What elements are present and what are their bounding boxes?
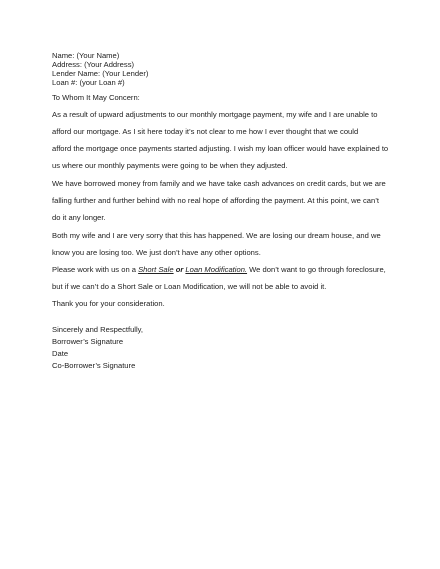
paragraph-line: afford the mortgage once payments started adjusting. I wish my loan officer would have explained to	[52, 144, 389, 153]
paragraph-line: know you are losing too. We just don’t have any other options.	[52, 248, 261, 257]
paragraph-line: afford our mortgage. As I sit here today it’s not clear to me how I ever thought that we could	[52, 127, 359, 136]
salutation: To Whom It May Concern:	[52, 93, 140, 102]
paragraph-line: us where our monthly payments were going to be when they adjusted.	[52, 161, 288, 170]
address-line: Address: (Your Address)	[52, 60, 135, 69]
name-line: Name: (Your Name)	[52, 51, 120, 60]
request-suffix: We don’t want to go through foreclosure,	[247, 265, 386, 274]
or-word: or	[173, 265, 186, 274]
paragraph-line: Both my wife and I are very sorry that this has happened. We are losing our dream house, and we	[52, 231, 381, 240]
loan-modification-link[interactable]: Loan Modification.	[185, 265, 248, 274]
paragraph-line: As a result of upward adjustments to our monthly mortgage payment, my wife and I are unable to	[52, 110, 378, 119]
paragraph-line	[52, 265, 386, 274]
paragraph-line: We have borrowed money from family and we have take cash advances on credit cards, but we are	[52, 179, 386, 188]
borrower-signature: Borrower’s Signature	[52, 337, 124, 346]
paragraph-line: falling further and further behind with no real hope of affording the payment. At this point, we can’t	[52, 196, 380, 205]
lender-line: Lender Name: (Your Lender)	[52, 69, 149, 78]
coborrower-signature: Co-Borrower’s Signature	[52, 361, 136, 370]
short-sale-link[interactable]: Short Sale	[138, 265, 174, 274]
request-prefix: Please work with us on a	[52, 265, 139, 274]
paragraph-line: do it any longer.	[52, 213, 106, 222]
loan-number-line: Loan #: (your Loan #)	[52, 78, 125, 87]
paragraph-line: but if we can’t do a Short Sale or Loan Modification, we will not be able to avoid it.	[52, 282, 327, 291]
date-line: Date	[52, 349, 69, 358]
closing-sincerely: Sincerely and Respectfully,	[52, 325, 144, 334]
thank-you-line: Thank you for your consideration.	[52, 299, 165, 308]
